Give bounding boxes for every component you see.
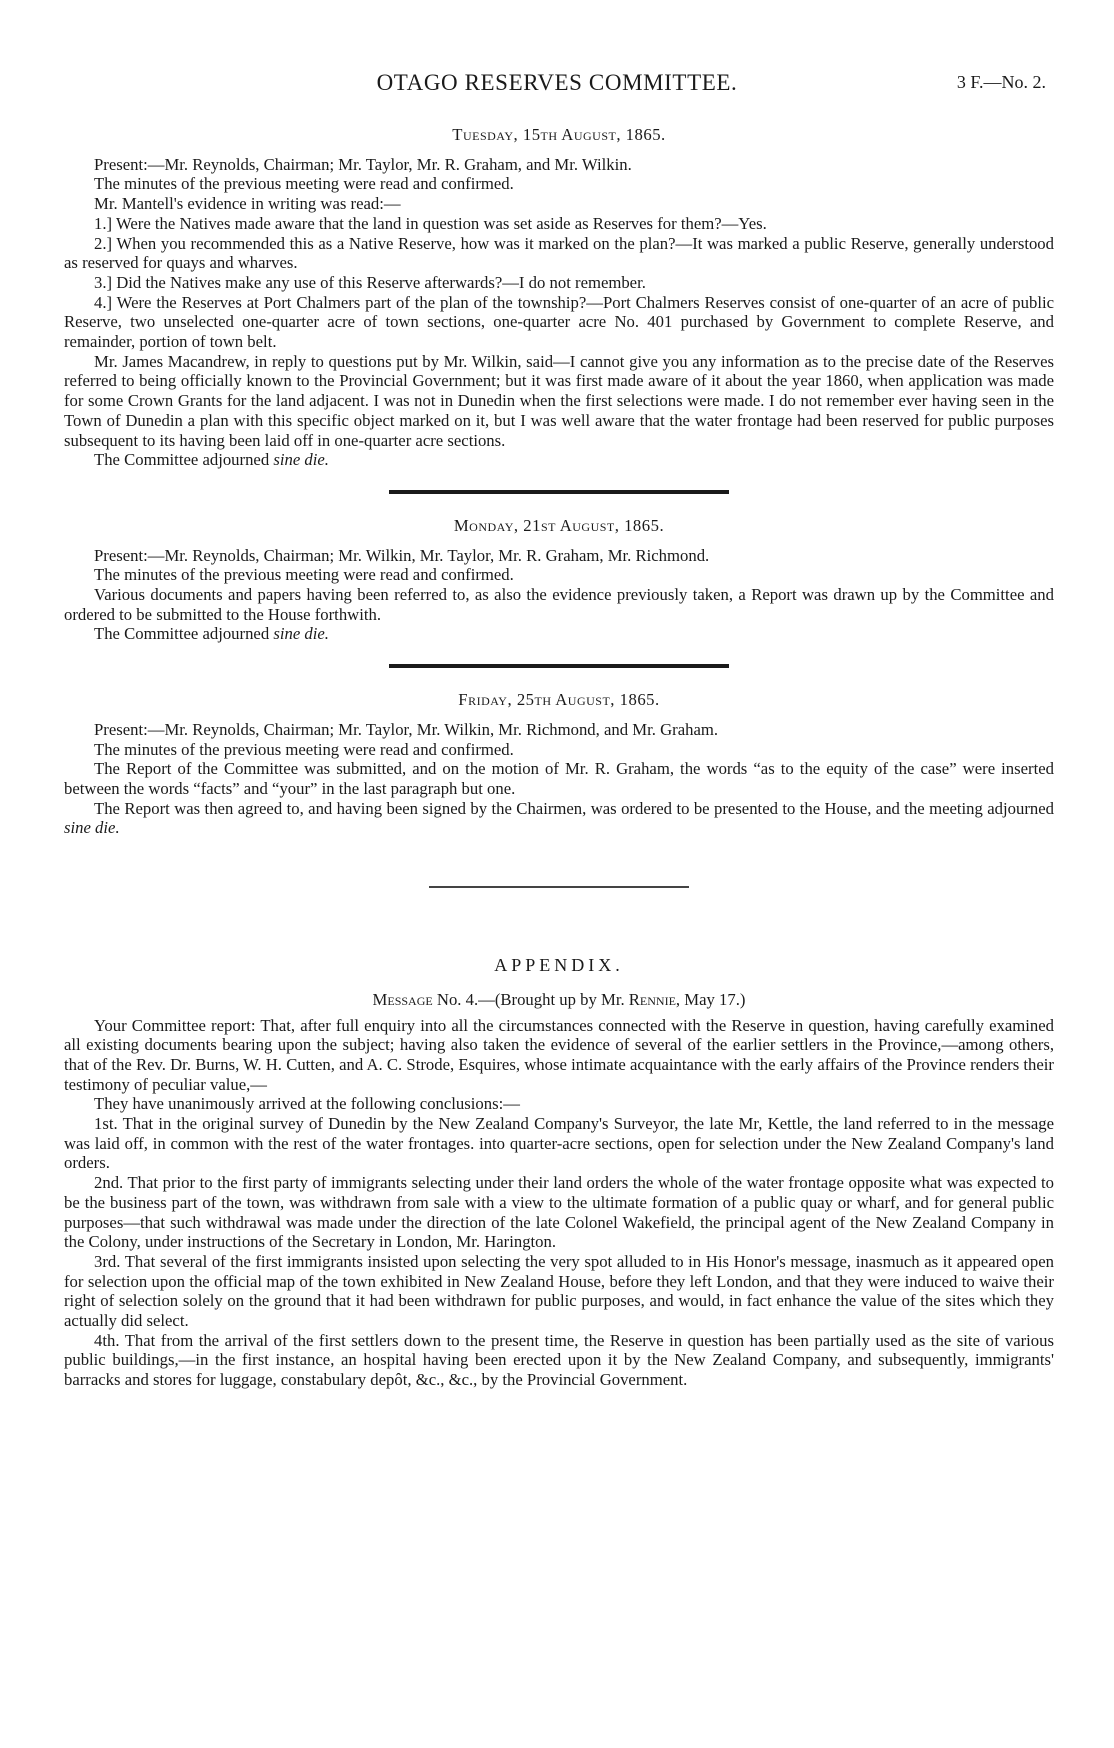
paragraph: Present:—Mr. Reynolds, Chairman; Mr. Taylor, Mr. R. Graham, and Mr. Wilkin. bbox=[94, 154, 632, 174]
paragraph: 1.] Were the Natives made aware that the land in question was set aside as Reserves for them?—Yes. bbox=[94, 213, 767, 233]
paragraph: 4.] Were the Reserves at Port Chalmers part of the plan of the township?—Port Chalmers Reserves consist of one-quarter of an acre of public Reserve, two unselected one-quarter acre of town sections, one-quarter acre No. 401 purchased by Government to complete Reserve, and remainder, portion of town belt. bbox=[64, 292, 1054, 352]
sitting-monday bbox=[64, 516, 1054, 644]
paragraph: 2nd. That prior to the first party of immigrants selecting under their land orders the whole of the water frontage opposite what was expected to be the business part of the town, was withdrawn from sale with a view to the ultimate formation of a public quay or wharf, and for general public purposes—that such withdrawal was made under the direction of the late Colonel Wakefield, the principal agent of the New Zealand Company in the Colony, under instructions of the Secretary in London, Mr. Harington. bbox=[64, 1173, 1054, 1252]
paragraph: Various documents and papers having been referred to, as also the evidence previously taken, a Report was drawn up by the Committee and ordered to be submitted to the House forthwith. bbox=[64, 585, 1054, 624]
paragraph: 2.] When you recommended this as a Native Reserve, how was it marked on the plan?—It was marked a public Reserve, generally understood as reserved for quays and wharves. bbox=[64, 233, 1054, 273]
paragraph: They have unanimously arrived at the following conclusions:— bbox=[94, 1094, 520, 1114]
page-header bbox=[0, 70, 1114, 100]
paragraph: Present:—Mr. Reynolds, Chairman; Mr. Wilkin, Mr. Taylor, Mr. R. Graham, Mr. Richmond. bbox=[94, 545, 710, 565]
closing-line bbox=[64, 450, 1054, 470]
sitting-heading: Friday, 25th August, 1865. bbox=[458, 690, 660, 710]
closing-text: The Report was then agreed to, and having been signed by the Chairmen, was ordered to be presented to the House, and the meeting adjourned bbox=[94, 798, 1054, 818]
sitting-friday bbox=[64, 690, 1054, 838]
sitting-heading: Tuesday, 15th August, 1865. bbox=[452, 125, 666, 144]
paragraph: The minutes of the previous meeting were read and confirmed. bbox=[94, 565, 514, 585]
paragraph: 3rd. That several of the first immigrants insisted upon selecting the very spot alluded to in His Honor's message, inasmuch as it appeared open for selection upon the official map of the town exhibited in New Zealand House, before they left London, and that they were induced to waive their right of selection solely on the ground that it had been withdrawn for public purposes, and would, in fact enhance the value of the sites which they actually did select. bbox=[64, 1251, 1054, 1331]
section-divider bbox=[389, 490, 729, 494]
paragraph: 4th. That from the arrival of the first settlers down to the present time, the Reserve in question has been partially used as the site of various public buildings,—in the first instance, an hospital having been erected upon it by the New Zealand Company, and subsequently, immigrants' barracks and stores for luggage, constabulary depôt, &c., &c., by the Provincial Government. bbox=[64, 1330, 1054, 1390]
message-rest: No. 4.—(Brought up by Mr. bbox=[432, 989, 629, 1009]
paragraph: 1st. That in the original survey of Dunedin by the New Zealand Company's Surveyor, the late Mr, Kettle, the land referred to in the message was laid off, in common with the rest of the water frontages. into quarter-acre sections, open for selection under the New Zealand Company's land orders. bbox=[64, 1114, 1054, 1173]
paragraph: 3.] Did the Natives make any use of this Reserve afterwards?—I do not remember. bbox=[94, 272, 646, 292]
paragraph: The minutes of the previous meeting were read and confirmed. bbox=[94, 174, 514, 194]
sitting-tuesday bbox=[64, 125, 1054, 470]
appendix-divider bbox=[429, 886, 689, 888]
section-divider bbox=[389, 664, 729, 668]
paragraph: Present:—Mr. Reynolds, Chairman; Mr. Taylor, Mr. Wilkin, Mr. Richmond, and Mr. Graham. bbox=[94, 719, 718, 739]
closing-italic: sine die. bbox=[273, 624, 329, 644]
closing-italic: sine die. bbox=[273, 450, 329, 470]
message-label: Message bbox=[372, 989, 433, 1009]
paragraph: Mr. Mantell's evidence in writing was read:— bbox=[94, 194, 401, 214]
closing-italic: sine die. bbox=[64, 818, 120, 838]
sitting-heading: Monday, 21st August, 1865. bbox=[453, 515, 665, 535]
message-end: , May 17.) bbox=[675, 989, 746, 1009]
closing-text: The Committee adjourned bbox=[94, 624, 274, 644]
message-heading bbox=[64, 990, 1054, 1010]
paragraph: Mr. James Macandrew, in reply to questions put by Mr. Wilkin, said—I cannot give you any information as to the precise date of the Reserves referred to being officially known to the Provincial Government; but it was first made aware of it about the year 1860, when application was made for some Crown Grants for the land adjacent. I was not in Dunedin when the first selections were made. I do not remember ever having seen in the Town of Dunedin a plan with this specific object marked on it, but I was well aware that the water frontage had been reserved for public purposes subsequent to its having been laid off in one-quarter acre sections. bbox=[64, 351, 1054, 450]
paragraph: Your Committee report: That, after full enquiry into all the circumstances connected with the Reserve in question, having carefully examined all existing documents bearing upon the subject; having also taken the evidence of several of the earlier settlers in the Province,—among others, that of the Rev. Dr. Burns, W. H. Cutten, and A. C. Strode, Esquires, whose intimate acquaintance with the early affairs of the Province renders their testimony of peculiar value,— bbox=[64, 1015, 1054, 1094]
message-name: Rennie bbox=[628, 989, 676, 1009]
paragraph: The Report of the Committee was submitted, and on the motion of Mr. R. Graham, the words “as to the equity of the case” were inserted between the words “facts” and “your” in the last paragraph but one. bbox=[64, 759, 1054, 798]
appendix-title: APPENDIX. bbox=[494, 955, 624, 976]
page-title: OTAGO RESERVES COMMITTEE. bbox=[376, 70, 738, 95]
page-reference: 3 F.—No. 2. bbox=[956, 72, 1046, 92]
appendix bbox=[64, 956, 1054, 1390]
closing-text: The Committee adjourned bbox=[94, 450, 274, 470]
paragraph: The minutes of the previous meeting were read and confirmed. bbox=[94, 739, 514, 759]
closing-line bbox=[64, 624, 1054, 644]
document-body bbox=[64, 125, 1054, 1390]
closing-line bbox=[64, 799, 1054, 838]
